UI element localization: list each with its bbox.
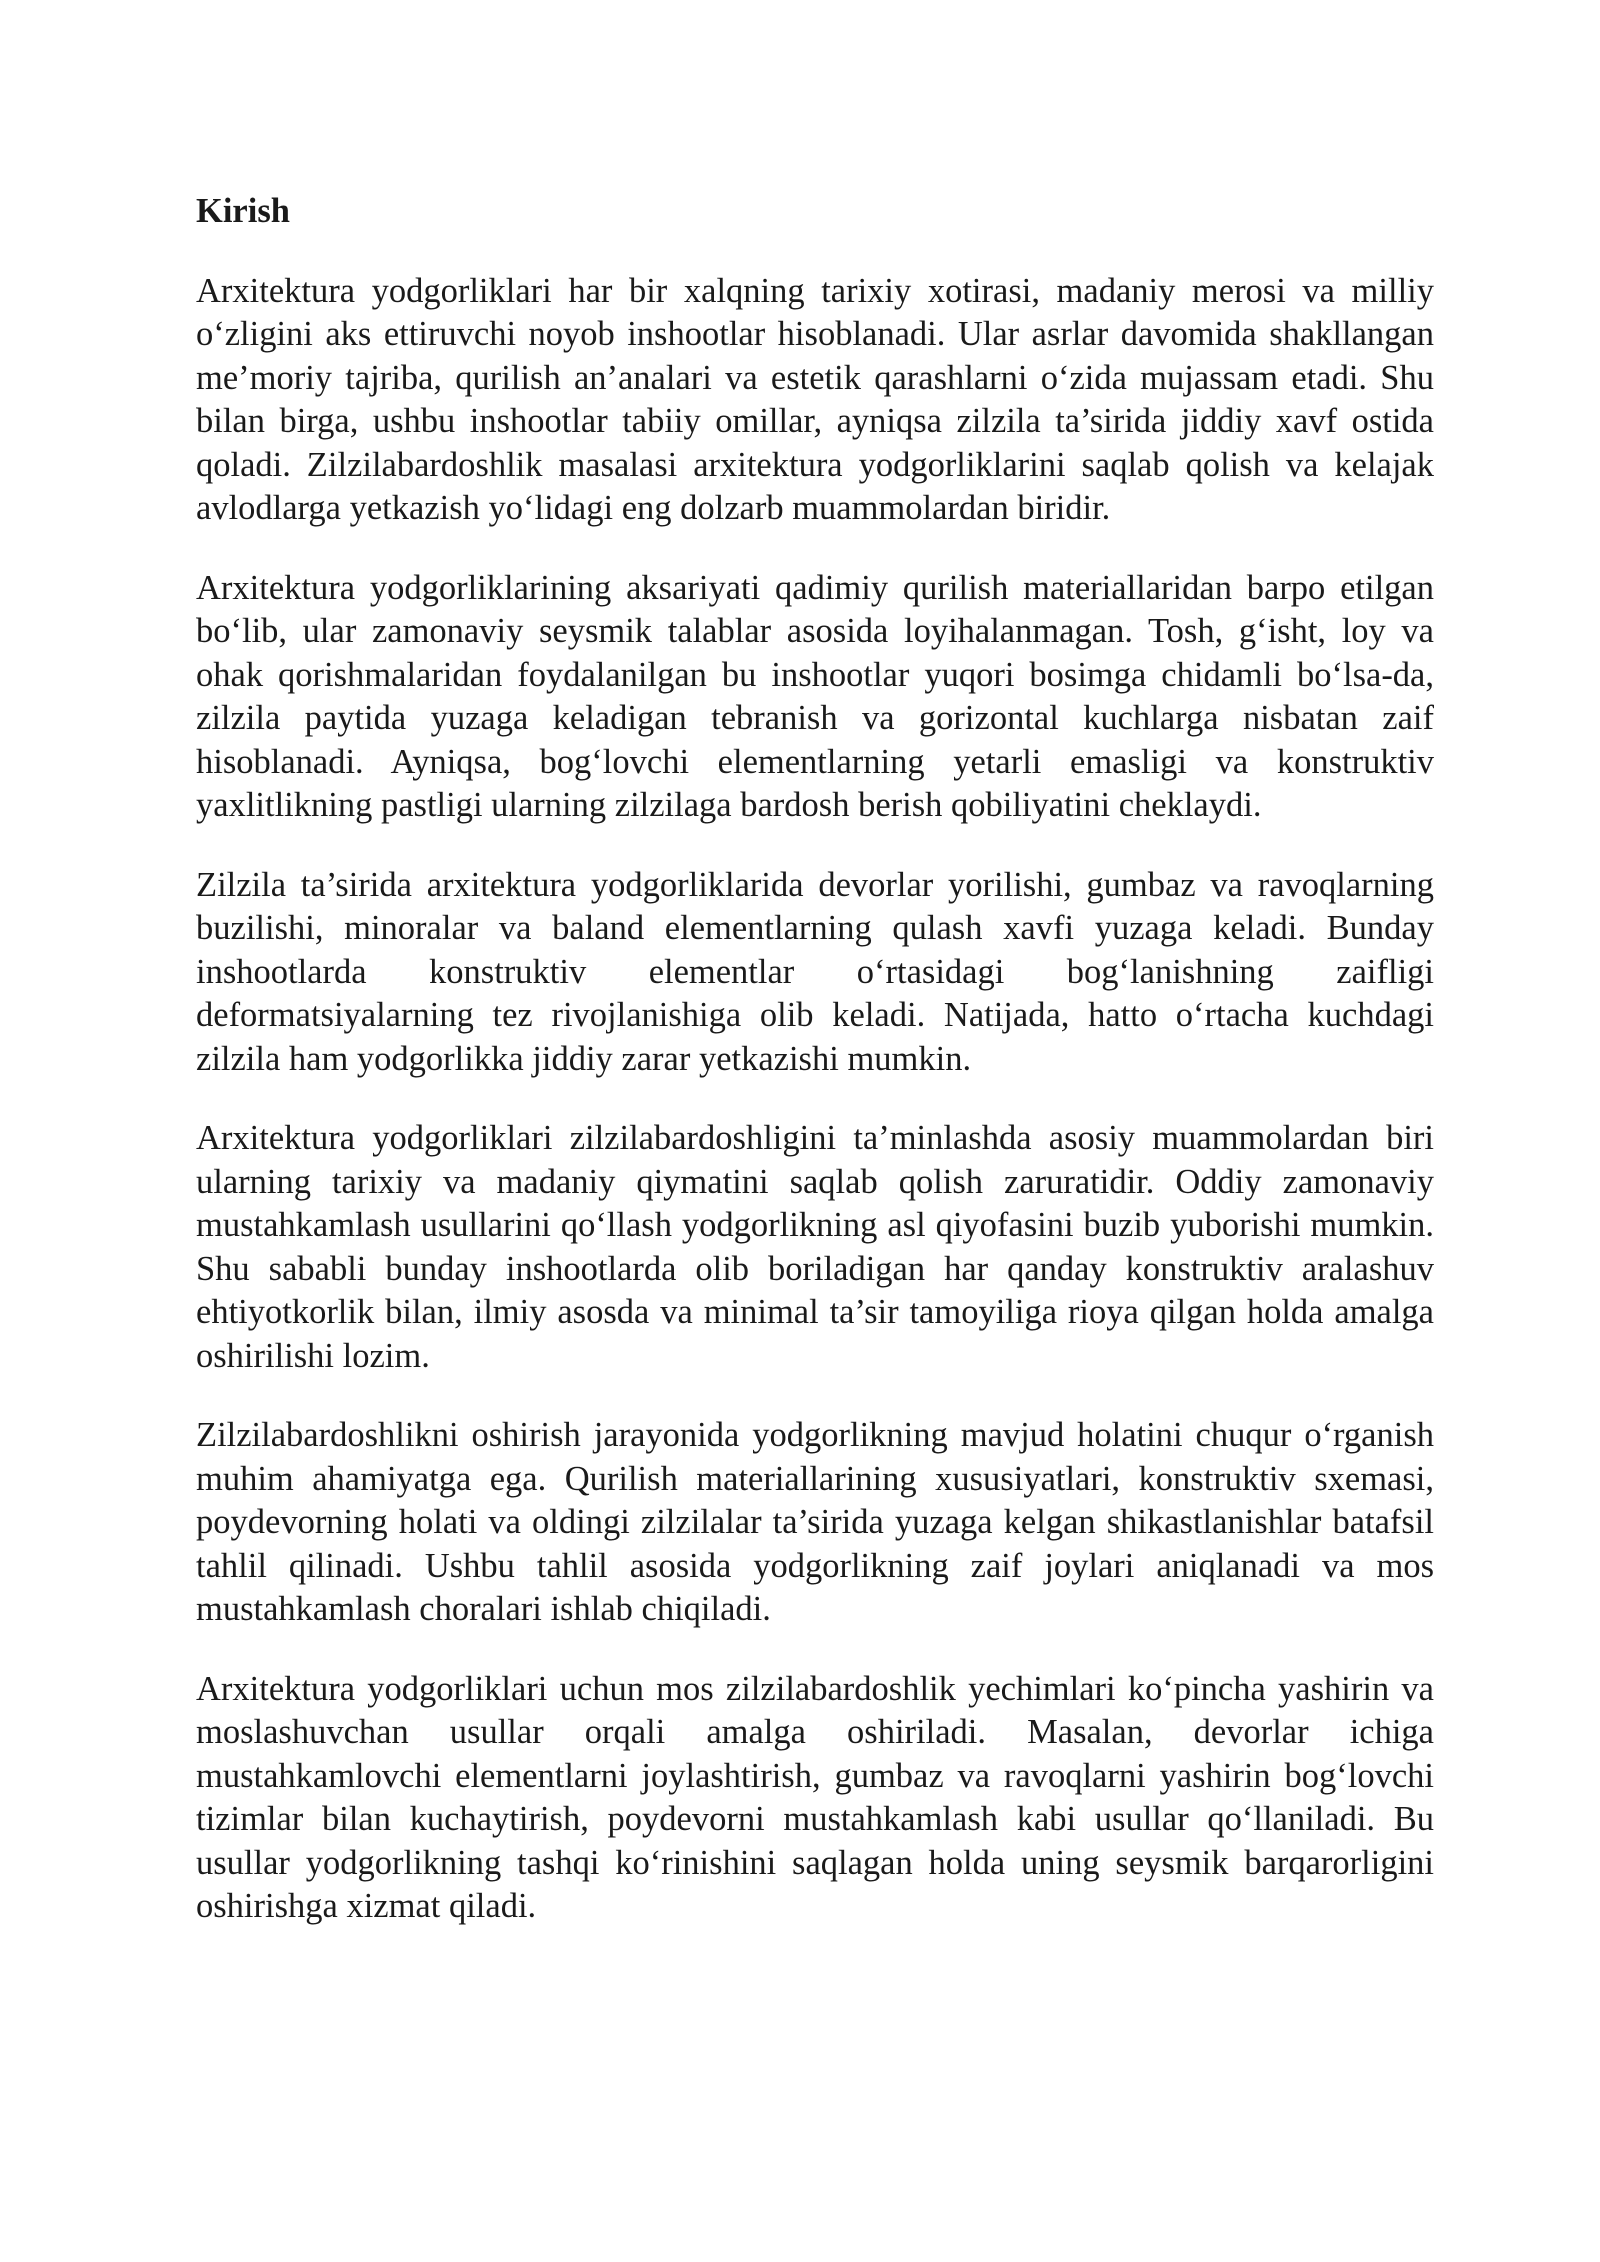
paragraph-3: Zilzila ta’sirida arxitektura yodgorliklarida devorlar yorilishi, gumbaz va ravoqlarning buzilishi, minoralar va baland elementlarning qulash xavfi yuzaga keladi. Bunday inshootlarda konstruktiv elementlar o‘rtasidagi bog‘lanishning zaifligi deformatsiyalarning tez rivojlanishiga olib keladi. Natijada, hatto o‘rtacha kuchdagi zilzila ham yodgorlikka jiddiy zarar yetkazishi mumkin. xyxy=(196,865,1434,1078)
paragraph-4: Arxitektura yodgorliklari zilzilabardoshligini ta’minlashda asosiy muammolardan biri ularning tarixiy va madaniy qiymatini saqlab qolish zaruratidir. Oddiy zamonaviy mustahkamlash usullarini qo‘llash yodgorlikning asl qiyofasini buzib yuborishi mumkin. Shu sababli bunday inshootlarda olib boriladigan har qanday konstruktiv aralashuv ehtiyotkorlik bilan, ilmiy asosda va minimal ta’sir tamoyiliga rioya qilgan holda amalga oshirilishi lozim. xyxy=(196,1119,1434,1375)
paragraph-1: Arxitektura yodgorliklari har bir xalqning tarixiy xotirasi, madaniy merosi va milliy o‘zligini aks ettiruvchi noyob inshootlar hisoblanadi. Ular asrlar davomida shakllangan me’moriy tajriba, qurilish an’analari va estetik qarashlarni o‘zida mujassam etadi. Shu bilan birga, ushbu inshootlar tabiiy omillar, ayniqsa zilzila ta’sirida jiddiy xavf ostida qoladi. Zilzilabardoshlik masalasi arxitektura yodgorliklarini saqlab qolish va kelajak avlodlarga yetkazish yo‘lidagi eng dolzarb muammolardan biridir. xyxy=(196,271,1434,527)
paragraph-2: Arxitektura yodgorliklarining aksariyati qadimiy qurilish materiallaridan barpo etilgan bo‘lib, ular zamonaviy seysmik talablar asosida loyihalanmagan. Tosh, g‘isht, loy va ohak qorishmalaridan foydalanilgan bu inshootlar yuqori bosimga chidamli bo‘lsa-da, zilzila paytida yuzaga keladigan tebranish va gorizontal kuchlarga nisbatan zaif hisoblanadi. Ayniqsa, bog‘lovchi elementlarning yetarli emasligi va konstruktiv yaxlitlikning pastligi ularning zilzilaga bardosh berish qobiliyatini cheklaydi. xyxy=(196,568,1434,824)
section-heading: Kirish xyxy=(196,192,290,230)
paragraph-6: Arxitektura yodgorliklari uchun mos zilzilabardoshlik yechimlari ko‘pincha yashirin va moslashuvchan usullar orqali amalga oshiriladi. Masalan, devorlar ichiga mustahkamlovchi elementlarni joylashtirish, gumbaz va ravoqlarni yashirin bog‘lovchi tizimlar bilan kuchaytirish, poydevorni mustahkamlash kabi usullar qo‘llaniladi. Bu usullar yodgorlikning tashqi ko‘rinishini saqlagan holda uning seysmik barqarorligini oshirishga xizmat qiladi. xyxy=(196,1669,1434,1925)
document-body xyxy=(196,190,1434,1965)
paragraph-5: Zilzilabardoshlikni oshirish jarayonida yodgorlikning mavjud holatini chuqur o‘rganish muhim ahamiyatga ega. Qurilish materiallarining xususiyatlari, konstruktiv sxemasi, poydevorning holati va oldingi zilzilalar ta’sirida yuzaga kelgan shikastlanishlar batafsil tahlil qilinadi. Ushbu tahlil asosida yodgorlikning zaif joylari aniqlanadi va mos mustahkamlash choralari ishlab chiqiladi. xyxy=(196,1416,1434,1628)
